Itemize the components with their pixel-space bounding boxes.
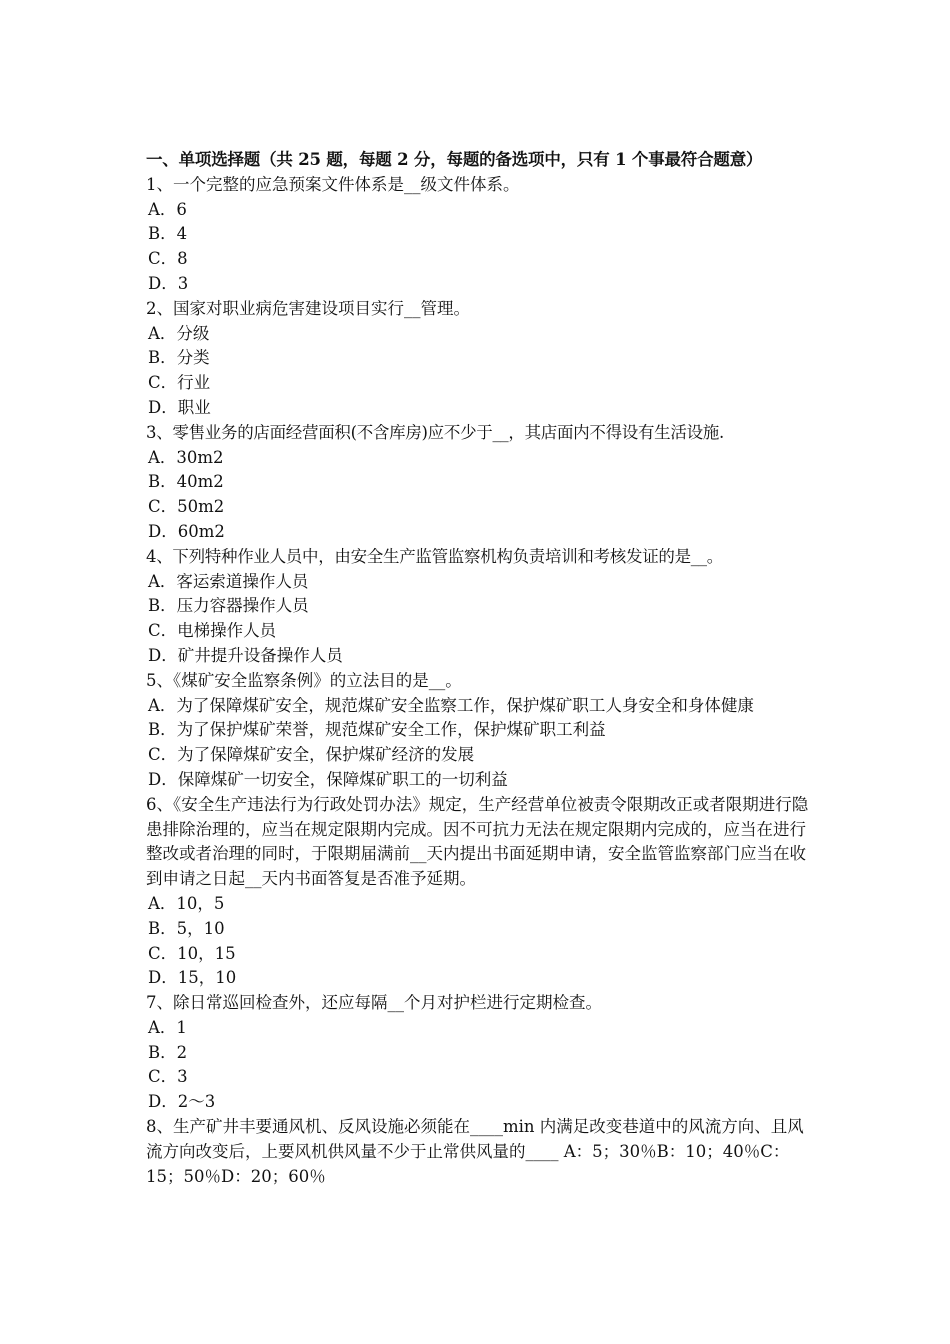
option-b: B．为了保护煤矿荣誉，规范煤矿安全工作，保护煤矿职工利益 xyxy=(148,720,606,740)
section-title: 一、单项选择题（共 25 题，每题 2 分，每题的备选项中，只有 1 个事最符合题意） xyxy=(146,150,763,169)
document-page xyxy=(146,148,810,1189)
question-7 xyxy=(146,991,810,1115)
option-d: D．2～3 xyxy=(148,1092,216,1112)
question-6 xyxy=(146,793,810,991)
option-d: D．15，10 xyxy=(148,968,237,988)
option-c: C．8 xyxy=(148,249,188,269)
question-stem: 4、下列特种作业人员中，由安全生产监管监察机构负责培训和考核发证的是__。 xyxy=(146,546,723,566)
option-a: A．30m2 xyxy=(148,447,224,467)
option-a: A．10，5 xyxy=(148,893,225,913)
option-b: B．压力容器操作人员 xyxy=(148,596,309,616)
option-d: D．保障煤矿一切安全，保障煤矿职工的一切利益 xyxy=(148,769,508,789)
question-3 xyxy=(146,421,810,545)
option-c: C．10，15 xyxy=(148,943,236,963)
question-1 xyxy=(146,173,810,297)
option-d: D．矿井提升设备操作人员 xyxy=(148,645,343,665)
option-b: B．2 xyxy=(148,1042,188,1062)
question-stem: 3、零售业务的店面经营面积(不含库房)应不少于__，其店面内不得设有生活设施. xyxy=(146,422,724,442)
question-2 xyxy=(146,297,810,421)
option-b: B．40m2 xyxy=(148,472,224,492)
question-stem: 5、《煤矿安全监察条例》的立法目的是__。 xyxy=(146,670,462,690)
question-stem: 7、除日常巡回检查外，还应每隔__个月对护栏进行定期检查。 xyxy=(146,993,602,1013)
option-a: A．分级 xyxy=(148,323,210,343)
option-a: A．客运索道操作人员 xyxy=(148,571,309,591)
option-b: B．5，10 xyxy=(148,918,225,938)
question-stem: 1、一个完整的应急预案文件体系是__级文件体系。 xyxy=(146,174,520,194)
option-c: C．电梯操作人员 xyxy=(148,621,277,641)
option-a: A．6 xyxy=(148,199,187,219)
question-stem: 6、《安全生产违法行为行政处罚办法》规定，生产经营单位被责令限期改正或者限期进行隐患排除治理的，应当在规定限期内完成。因不可抗力无法在规定限期内完成的，应当在进行整改或者治理的同时，于限期届满前__天内提出书面延期申请，安全监管监察部门应当在收到申请之日起__天内书面答复是否准予延期。 xyxy=(146,794,809,889)
option-b: B．分类 xyxy=(148,348,210,368)
option-a: A．为了保障煤矿安全，规范煤矿安全监察工作，保护煤矿职工人身安全和身体健康 xyxy=(148,695,754,715)
option-a: A．1 xyxy=(148,1017,187,1037)
question-stem: 8、生产矿井丰要通风机、反风设施必须能在____min 内满足改变巷道中的风流方向、且风流方向改变后，上要风机供风量不少于止常供风量的____ A：5；30％B：10；40％C：15；50％D：20；60％ xyxy=(146,1117,804,1186)
option-c: C．50m2 xyxy=(148,497,225,517)
question-stem: 2、国家对职业病危害建设项目实行__管理。 xyxy=(146,298,470,318)
question-5 xyxy=(146,669,810,793)
option-d: D．职业 xyxy=(148,397,211,417)
option-d: D．3 xyxy=(148,273,189,293)
option-c: C．3 xyxy=(148,1067,188,1087)
option-d: D．60m2 xyxy=(148,521,225,541)
option-c: C．行业 xyxy=(148,373,211,393)
option-b: B．4 xyxy=(148,224,188,244)
option-c: C．为了保障煤矿安全，保护煤矿经济的发展 xyxy=(148,745,475,765)
question-8 xyxy=(146,1115,810,1189)
question-4 xyxy=(146,545,810,669)
